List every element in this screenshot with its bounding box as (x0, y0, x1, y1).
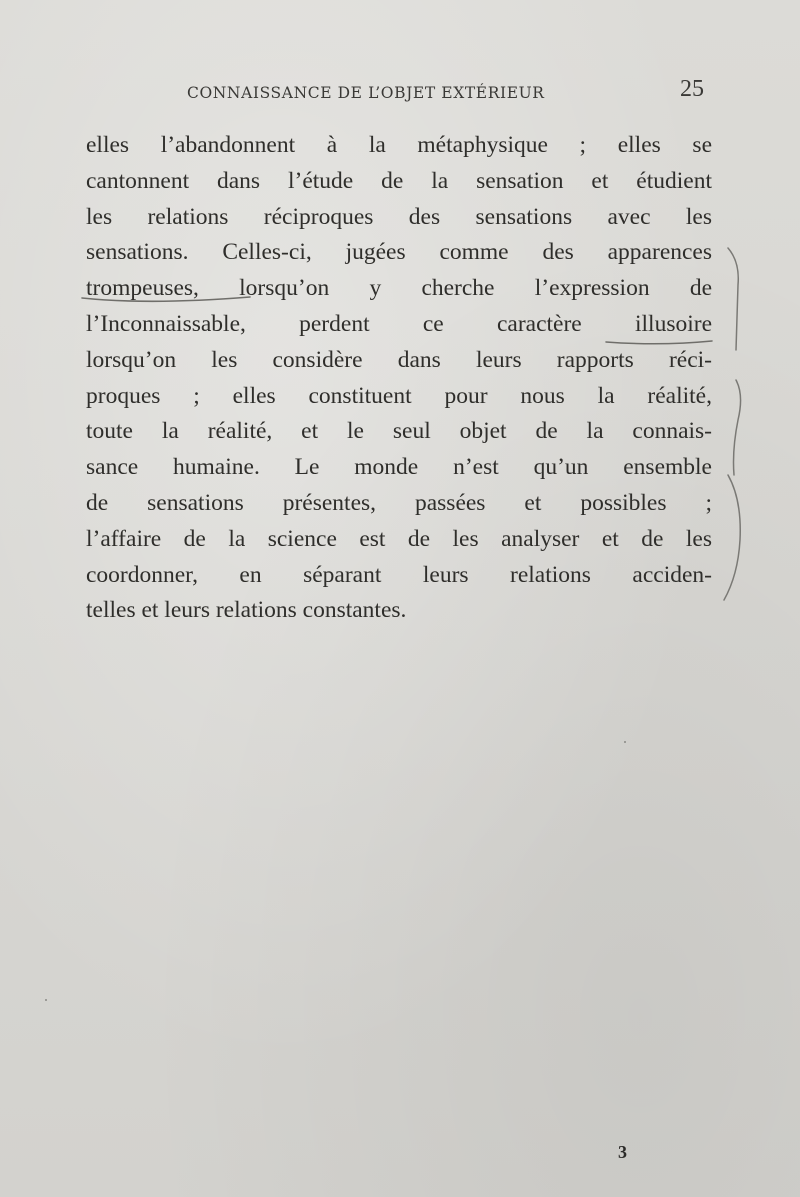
text-line: l’Inconnaissable, perdent ce caractère illusoire (86, 310, 712, 337)
text-line: telles et leurs relations constantes. (86, 597, 407, 624)
text-line: toute la réalité, et le seul objet de la connais- (86, 418, 712, 445)
text-line: sensations. Celles-ci, jugées comme des apparences (86, 239, 712, 266)
text-line: les relations réciproques des sensations avec les (86, 203, 712, 230)
text-line: coordonner, en séparant leurs relations acciden- (86, 561, 712, 588)
text-line: elles l’abandonnent à la métaphysique ; elles se (86, 132, 712, 158)
text-line: de sensations présentes, passées et possibles ; (86, 489, 712, 516)
signature-mark: 3 (618, 1142, 627, 1162)
text-line: proques ; elles constituent pour nous la réalité, (86, 382, 712, 409)
body-paragraph (86, 128, 712, 629)
running-title: CONNAISSANCE DE L’OBJET EXTÉRIEUR (187, 84, 545, 102)
text-line: lorsqu’on les considère dans leurs rapports réci- (86, 346, 712, 373)
text-line: l’affaire de la science est de les analyser et de les (86, 525, 712, 552)
text-line: trompeuses, lorsqu’on y cherche l’expression de (86, 275, 712, 302)
text-line: cantonnent dans l’étude de la sensation et étudient (86, 167, 712, 194)
pencil-margin-bracket-lower (724, 475, 740, 600)
text-line: sance humaine. Le monde n’est qu’un ensemble (86, 454, 712, 481)
paper-speck (45, 999, 47, 1001)
pencil-margin-bracket-upper (728, 248, 738, 350)
page-number: 25 (680, 76, 704, 102)
paper-speck (624, 741, 626, 743)
pencil-margin-bracket-middle (734, 380, 741, 475)
